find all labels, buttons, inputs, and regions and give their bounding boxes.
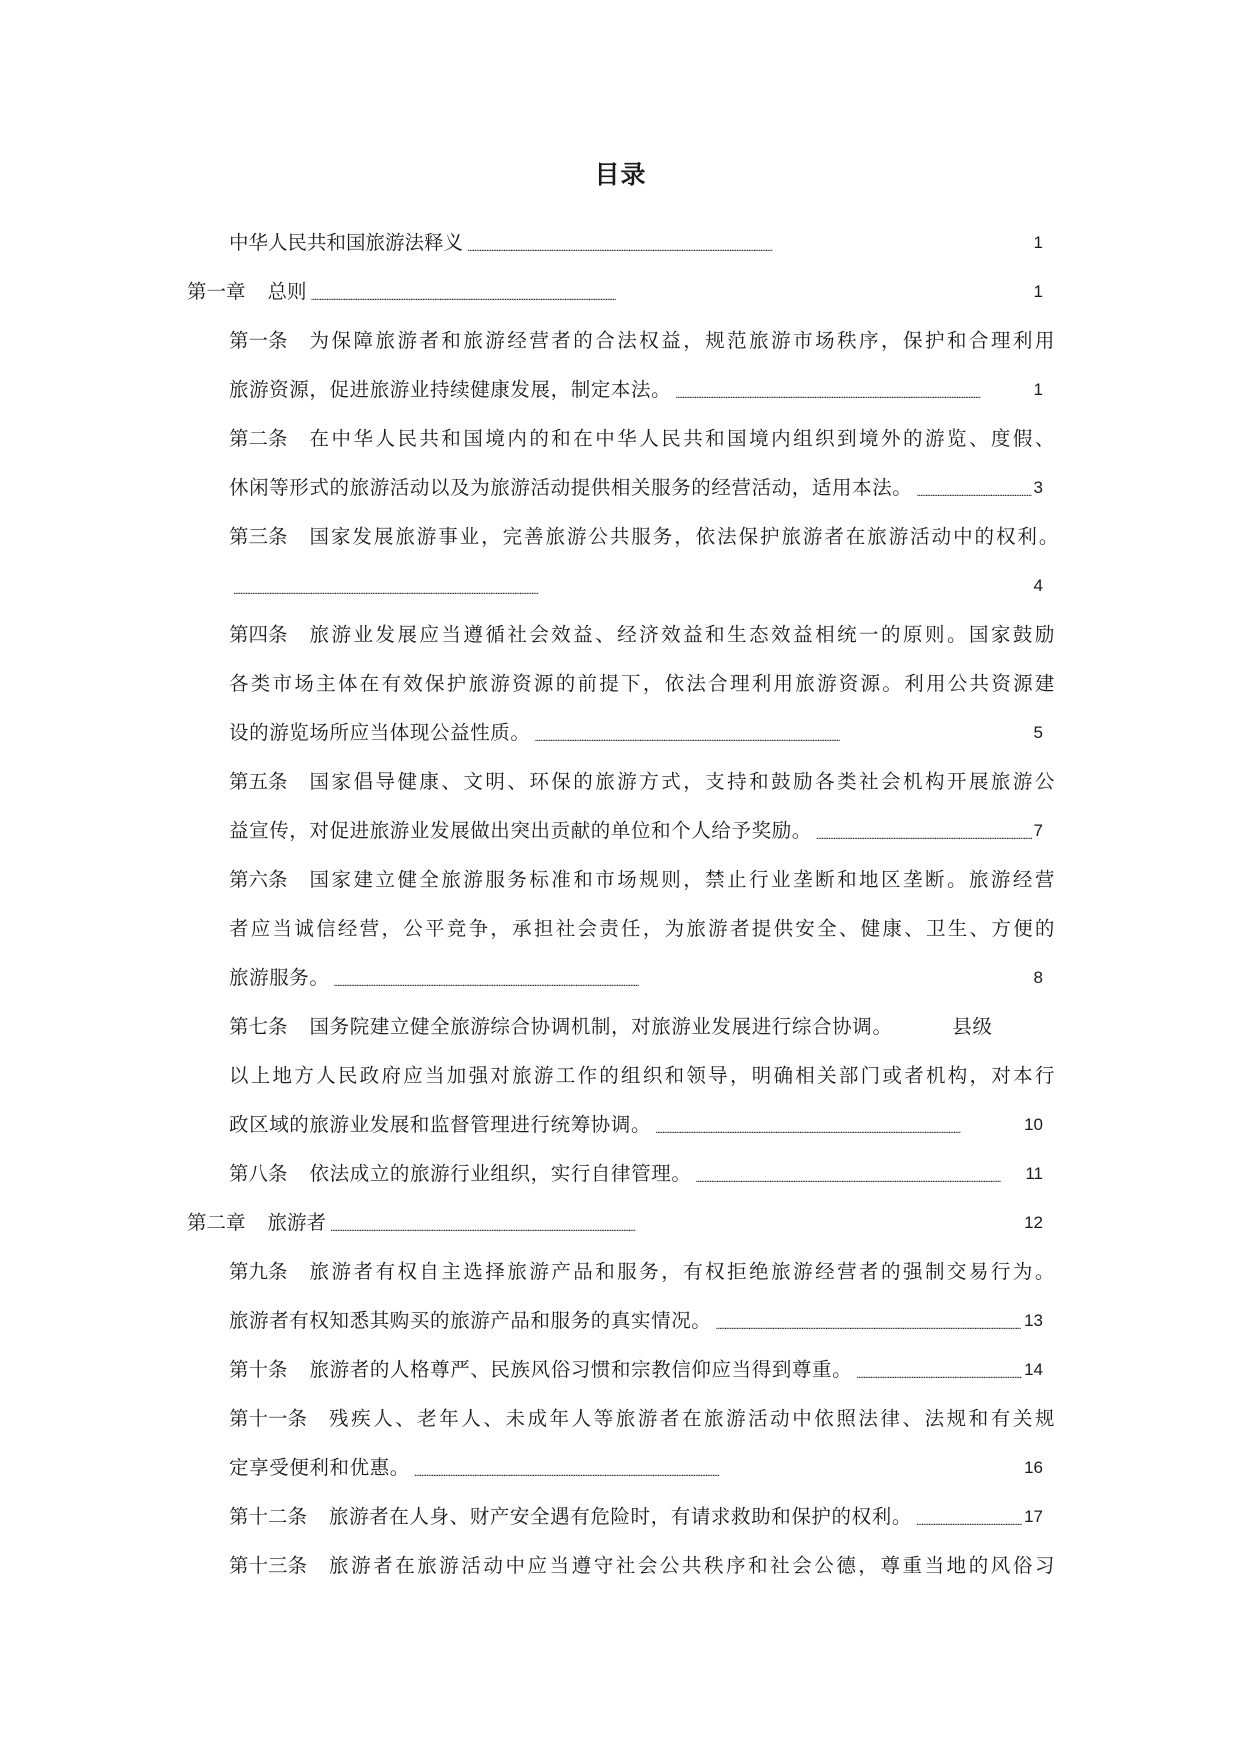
toc-entry-article-10[interactable] [229,1355,1043,1385]
article-text: 以上地方人民政府应当加强对旅游工作的组织和领导，明确相关部门或者机构，对本行 [229,1064,1055,1087]
chapter-title: 总则 [267,280,307,303]
toc-page-number: 12 [1024,1213,1043,1232]
article-text: 国务院建立健全旅游综合协调机制，对旅游业发展进行综合协调。 [309,1015,893,1038]
article-label: 第三条 [229,525,288,548]
article-text: 者应当诚信经营，公平竞争，承担社会责任，为旅游者提供安全、健康、卫生、方便的 [229,917,1055,940]
article-text: 国家建立健全旅游服务标准和市场规则，禁止行业垄断和地区垄断。旅游经营 [309,868,1055,891]
article-label: 第十二条 [229,1505,308,1528]
toc-entry-article-9[interactable] [229,1257,1055,1287]
toc-entry-text: 中华人民共和国旅游法释义 [229,231,464,254]
toc-page-number: 16 [1024,1458,1043,1477]
article-label: 第二条 [229,427,288,450]
toc-page-number: 1 [1033,380,1043,399]
article-label: 第九条 [229,1260,288,1283]
toc-entry-article-5-cont[interactable] [229,816,1043,846]
toc-entry-article-8[interactable] [229,1159,1043,1189]
toc-entry-article-6[interactable] [229,865,1055,895]
toc-page-number: 8 [1033,968,1043,987]
article-text: 在中华人民共和国境内的和在中华人民共和国境内组织到境外的游览、度假、 [309,427,1055,450]
toc-page-number: 4 [1033,576,1043,595]
toc-entry-article-12[interactable] [229,1502,1043,1532]
chapter-label: 第二章 [187,1211,246,1234]
toc-entry-article-4-cont[interactable] [229,669,1055,699]
article-text: 旅游业发展应当遵循社会效益、经济效益和生态效益相统一的原则。国家鼓励 [309,623,1055,646]
toc-entry-article-11-cont[interactable] [229,1453,1043,1483]
toc-entry-article-6-cont[interactable] [229,963,1043,993]
toc-title: 目录 [594,160,647,189]
dot-leader [233,571,1032,601]
toc-page-number: 7 [1033,821,1043,840]
dot-leader [715,1306,1022,1336]
toc-page-number: 5 [1033,723,1043,742]
dot-leader [655,1110,1022,1140]
dot-leader [467,228,1032,258]
toc-entry-article-6-cont[interactable] [229,914,1055,944]
article-text: 旅游者有权知悉其购买的旅游产品和服务的真实情况。 [229,1309,712,1332]
dot-leader [535,718,1032,748]
toc-entry-article-7-cont[interactable] [229,1110,1043,1140]
toc-entry-article-11[interactable] [229,1404,1055,1434]
article-text: 国家发展旅游事业，完善旅游公共服务，依法保护旅游者在旅游活动中的权利。 [309,525,1059,548]
toc-entry-article-2[interactable] [229,424,1055,454]
article-label: 第十三条 [229,1554,308,1577]
article-label: 第八条 [229,1162,288,1185]
article-text: 各类市场主体在有效保护旅游资源的前提下，依法合理利用旅游资源。利用公共资源建 [229,672,1055,695]
article-label: 第七条 [229,1015,288,1038]
article-text: 政区域的旅游业发展和监督管理进行统筹协调。 [229,1113,652,1136]
toc-page-number: 13 [1024,1311,1043,1330]
chapter-label: 第一章 [187,280,246,303]
toc-page-number: 1 [1033,233,1043,252]
dot-leader [695,1159,1023,1189]
toc-page-number: 14 [1024,1360,1043,1379]
article-text: 旅游资源，促进旅游业持续健康发展，制定本法。 [229,378,672,401]
toc-entry-book-title[interactable] [229,228,1043,258]
dot-leader [414,1453,1022,1483]
article-text: 旅游者有权自主选择旅游产品和服务，有权拒绝旅游经营者的强制交易行为。 [309,1260,1055,1283]
article-text: 旅游者在旅游活动中应当遵守社会公共秩序和社会公德，尊重当地的风俗习 [329,1554,1055,1577]
dot-leader [856,1355,1022,1385]
toc-entry-chapter-1[interactable] [187,277,1043,307]
toc-page-number: 3 [1033,478,1043,497]
chapter-title: 旅游者 [267,1211,327,1234]
toc-entry-chapter-2[interactable] [187,1208,1043,1238]
article-text: 设的游览场所应当体现公益性质。 [229,721,531,744]
article-text: 依法成立的旅游行业组织，实行自律管理。 [309,1162,692,1185]
toc-entry-article-7-cont[interactable] [229,1061,1055,1091]
article-text: 益宣传，对促进旅游业发展做出突出贡献的单位和个人给予奖励。 [229,819,812,842]
article-text: 旅游者的人格尊严、民族风俗习惯和宗教信仰应当得到尊重。 [309,1358,853,1381]
toc-entry-article-4[interactable] [229,620,1055,650]
article-label: 第五条 [229,770,288,793]
article-text: 休闲等形式的旅游活动以及为旅游活动提供相关服务的经营活动，适用本法。 [229,476,913,499]
article-label: 第六条 [229,868,288,891]
dot-leader [330,1208,1022,1238]
article-text: 国家倡导健康、文明、环保的旅游方式，支持和鼓励各类社会机构开展旅游公 [309,770,1055,793]
toc-entry-article-3-cont[interactable] [233,571,1043,601]
article-text: 为保障旅游者和旅游经营者的合法权益，规范旅游市场秩序，保护和合理利用 [309,329,1055,352]
article-label: 第十条 [229,1358,288,1381]
toc-entry-article-9-cont[interactable] [229,1306,1043,1336]
toc-entry-article-5[interactable] [229,767,1055,797]
article-text: 定享受便利和优惠。 [229,1456,410,1479]
toc-entry-article-3[interactable] [229,522,1059,552]
toc-entry-article-2-cont[interactable] [229,473,1043,503]
toc-entry-article-4-cont[interactable] [229,718,1043,748]
toc-page-number: 10 [1024,1115,1043,1134]
dot-leader [334,963,1032,993]
article-text: 残疾人、老年人、未成年人等旅游者在旅游活动中依照法律、法规和有关规 [329,1407,1055,1430]
article-text-tail: 县级 [952,1015,993,1038]
article-text: 旅游服务。 [229,966,330,989]
toc-page-number: 17 [1024,1507,1043,1526]
toc-entry-article-13[interactable] [229,1551,1055,1581]
article-label: 第一条 [229,329,288,352]
dot-leader [311,277,1032,307]
dot-leader [916,1502,1022,1532]
dot-leader [916,473,1031,503]
toc-entry-article-1[interactable] [229,326,1055,356]
article-text: 旅游者在人身、财产安全遇有危险时，有请求救助和保护的权利。 [329,1505,912,1528]
article-label: 第四条 [229,623,288,646]
dot-leader [816,816,1032,846]
toc-entry-article-1-cont[interactable] [229,375,1043,405]
dot-leader [675,375,1031,405]
toc-page-number: 1 [1033,282,1043,301]
toc-page-number: 11 [1025,1164,1043,1183]
toc-entry-article-7[interactable] [229,1012,1045,1042]
article-label: 第十一条 [229,1407,308,1430]
